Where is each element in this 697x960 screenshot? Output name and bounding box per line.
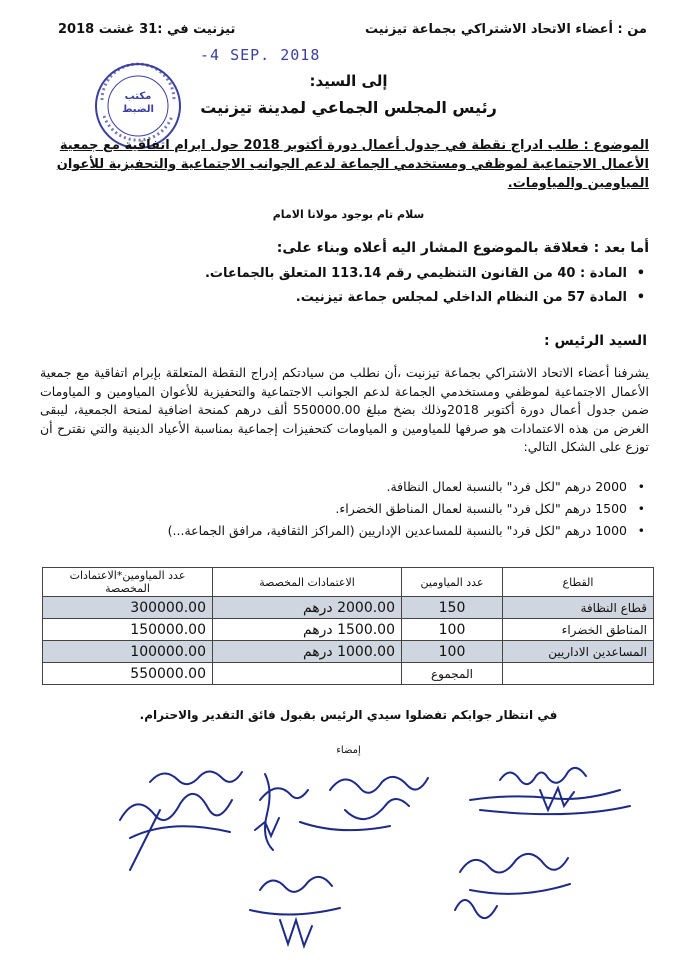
- allocation-table: [42, 567, 654, 685]
- signature: [255, 774, 308, 850]
- sector-cell: المناطق الخضراء: [503, 619, 654, 641]
- intro-line: أما بعد : فعلاقة بالموضوع المشار اليه أعلاه وبناء على:: [276, 240, 649, 256]
- count-cell: 100: [402, 619, 503, 641]
- legal-references: [205, 262, 649, 310]
- total-cell: 300000.00: [43, 597, 213, 619]
- table-row: [43, 619, 654, 641]
- distribution-item: • 1000 درهم "لكل فرد" بالنسبة للمساعدين الإداريين (المراكز الثقافية، مرافق الجماعة...): [168, 520, 627, 542]
- count-cell: 150: [402, 597, 503, 619]
- greeting: سلام تام بوجود مولانا الامام: [272, 208, 425, 221]
- seal-text: مكتب الضبط: [122, 91, 154, 115]
- closing-line: في انتظار جوابكم تفضلوا سيدي الرئيس بقبول فائق التقدير والاحترام.: [139, 708, 558, 722]
- signature: [250, 877, 340, 946]
- received-date-stamp: -4 SEP. 2018: [200, 46, 321, 64]
- column-header: عدد المياومين: [402, 568, 503, 597]
- allocation-cell: 1000.00 درهم: [213, 641, 402, 663]
- column-header: عدد المياومين*الاعتمادات المخصصة: [43, 568, 213, 597]
- total-cell: 150000.00: [43, 619, 213, 641]
- column-header: الاعتمادات المخصصة: [213, 568, 402, 597]
- table-row: [43, 641, 654, 663]
- table-row: [43, 597, 654, 619]
- subject-line: الموضوع : طلب ادراج نقطة في جدول أعمال دورة أكتوبر 2018 حول ابرام اتفاقية مع جمعية الأعمال الاجتماعية لموظفي ومستخدمي الجماعة لدعم الجوانب الاجتماعية والتحفيزية للأعوان المياومين والمياومات.: [56, 138, 649, 191]
- distribution-list: [168, 476, 649, 542]
- sector-cell: المساعدين الاداريين: [503, 641, 654, 663]
- signature: [300, 777, 428, 830]
- distribution-item: • 1500 درهم "لكل فرد" بالنسبة لعمال المناطق الخضراء.: [168, 498, 627, 520]
- recipient-title: رئيس المجلس الجماعي لمدينة تيزنيت: [200, 98, 497, 117]
- table-header-row: [43, 568, 654, 597]
- empty-cell: [213, 663, 402, 685]
- signatures-area: [0, 760, 697, 960]
- sum-total-cell: 550000.00: [43, 663, 213, 685]
- sum-label-cell: المجموع: [402, 663, 503, 685]
- empty-cell: [503, 663, 654, 685]
- allocation-cell: 2000.00 درهم: [213, 597, 402, 619]
- salutation: السيد الرئيس :: [544, 333, 647, 349]
- signature: [120, 771, 242, 870]
- column-header: القطاع: [503, 568, 654, 597]
- body-paragraph: يشرفنا أعضاء الاتحاد الاشتراكي بجماعة تيزنيت ،أن نطلب من سيادتكم إدراج النقطة المتعلقة بإبرام اتفاقية مع جمعية الأعمال الاجتماعية لموظفي ومستخدمي الجماعة لدعم الجوانب الاجتماعية والتحفيزية للأعوان المياومين و المياومات ضمن جدول أعمال دورة أكتوبر 2018وذلك بضخ مبلغ 550000.00 ألف درهم كمنحة اضافية لمنحة الجمعية، ليبقى الغرض من هذه الاعتمادات هو صرفها للمياومين و المياومات كتحفيزات إجماعية بمناسبة الأعياد الدينية والتي نقترح أن توزع على الشكل التالي:: [40, 365, 649, 454]
- sender-line: من : أعضاء الاتحاد الاشتراكي بجماعة تيزنيت: [364, 22, 647, 37]
- legal-article: • المادة 57 من النظام الداخلي لمجلس جماعة تيزنيت.: [205, 286, 627, 310]
- table-sum-row: [43, 663, 654, 685]
- allocation-cell: 1500.00 درهم: [213, 619, 402, 641]
- count-cell: 100: [402, 641, 503, 663]
- recipient-label: إلى السيد:: [309, 72, 388, 90]
- sector-cell: قطاع النظافة: [503, 597, 654, 619]
- legal-article: • المادة : 40 من القانون التنظيمي رقم 113.14 المتعلق بالجماعات.: [205, 262, 627, 286]
- total-cell: 100000.00: [43, 641, 213, 663]
- signature: [455, 854, 570, 918]
- signatures-label: إمضاء: [336, 745, 361, 756]
- distribution-item: • 2000 درهم "لكل فرد" بالنسبة لعمال النظافة.: [168, 476, 627, 498]
- signature: [470, 768, 630, 814]
- letter-date: تيزنيت في :31 غشت 2018: [58, 22, 236, 37]
